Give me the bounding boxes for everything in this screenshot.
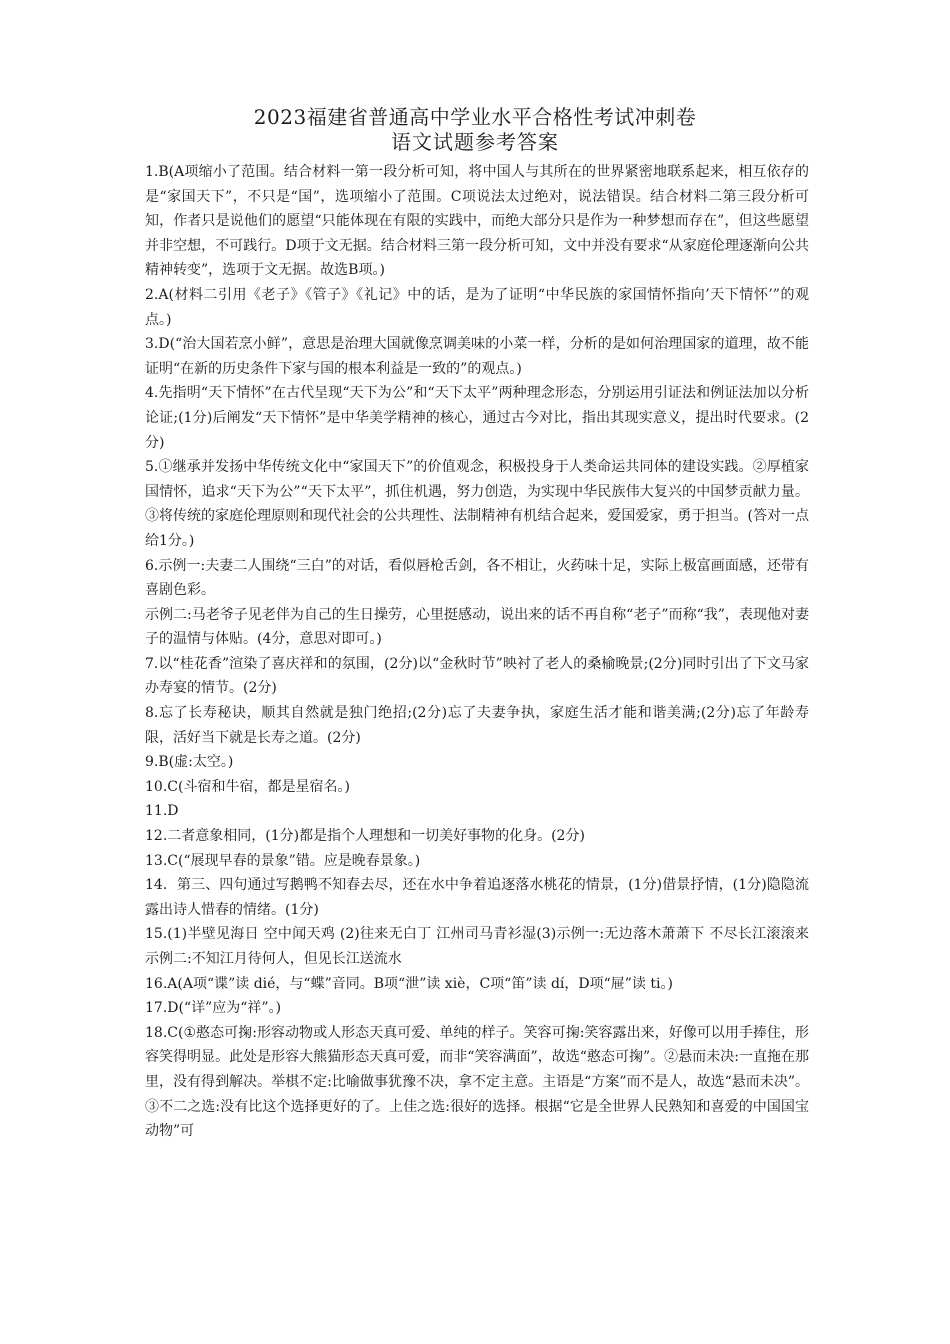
answer-paragraph: 17.D(“详”应为“祥”。): [145, 1000, 282, 1017]
document-title: 2023福建省普通高中学业水平合格性考试冲刺卷: [253, 105, 697, 129]
title-block: [0, 104, 950, 154]
answer-paragraph: 13.C(“展现早春的景象”错。应是晚春景象。): [145, 852, 421, 869]
answer-content: [145, 160, 809, 1144]
answer-paragraph: 示例二:马老爷子见老伴为自己的生日操劳，心里挺感动，说出来的话不再自称“老子”而称“我”，表现他对妻子的温情与体贴。(4分，意思对即可。): [145, 606, 809, 648]
answer-paragraph: 3.D(“治大国若烹小鲜”，意思是治理大国就像烹调美味的小菜一样，分析的是如何治理国家的道理，故不能证明“在新的历史条件下家与国的根本利益是一致的”的观点。): [145, 336, 809, 377]
answer-paragraph: 2.A(材料二引用《老子》《管子》《礼记》中的话，是为了证明“中华民族的家国情怀指向’天下情怀’”的观点。): [145, 286, 809, 328]
document-subtitle: 语文试题参考答案: [391, 130, 559, 154]
answer-paragraph: 8.忘了长寿秘诀，顺其自然就是独门绝招;(2分)忘了夫妻争执，家庭生活才能和谐美满;(2分)忘了年龄寿限，活好当下就是长寿之道。(2分): [145, 705, 809, 746]
answer-paragraph: 15.(1)半壁见海日 空中闻天鸡 (2)往来无白丁 江州司马青衫湿(3)示例一:无边落木萧萧下 不尽长江滚滚来 示例二:不知江月待何人，但见长江送流水: [145, 926, 809, 967]
answer-paragraph: 14．第三、四句通过写鹅鸭不知春去尽，还在水中争着追逐落水桃花的情景，(1分)借景抒情，(1分)隐隐流露出诗人惜春的情绪。(1分): [145, 877, 809, 918]
answer-paragraph: 16.A(A项“谍”读 dié，与“蝶”音同。B项“泄”读 xiè，C项“笛”读 dí，D项“屉”读 ti。): [145, 975, 673, 992]
answer-paragraph: 9.B(虚:太空。): [145, 754, 234, 771]
answer-paragraph: 10.C(斗宿和牛宿，都是星宿名。): [145, 778, 350, 795]
answer-paragraph: 1.B(A项缩小了范围。结合材料一第一段分析可知，将中国人与其所在的世界紧密地联系起来，相互依存的是“家国天下”，不只是“国”，选项缩小了范围。C项说法太过绝对，说法错误。结合材料二第三段分析可知，作者只是说他们的愿望“只能体现在有限的实践中，而绝大部分只是作为一种梦想而存在”，但这些愿望并非空想，不可践行。D项于文无据。结合材料三第一段分析可知，文中并没有要求“从家庭伦理逐渐向公共精神转变”，选项于文无据。故选B项。): [145, 164, 809, 279]
answer-paragraph: 11.D: [145, 803, 179, 820]
answer-paragraph: 12.二者意象相同，(1分)都是指个人理想和一切美好事物的化身。(2分): [145, 828, 585, 845]
answer-paragraph: 18.C(①憨态可掬:形容动物或人形态天真可爱、单纯的样子。笑容可掬:笑容露出来，好像可以用手捧住，形容笑得明显。此处是形容大熊猫形态天真可爱，而非“笑容满面”，故选“憨态可掬”。②悬而未决:一直拖在那里，没有得到解决。举棋不定:比喻做事犹豫不决，拿不定主意。主语是“方案”而不是人，故选“悬而未决”。③不二之选:没有比这个选择更好的了。上佳之选:很好的选择。根据“它是全世界人民熟知和喜爱的中国国宝动物”可: [145, 1024, 809, 1140]
answer-paragraph: 7.以“桂花香”渲染了喜庆祥和的氛围，(2分)以“金秋时节”映衬了老人的桑榆晚景;(2分)同时引出了下文马家办寿宴的情节。(2分): [145, 655, 809, 697]
answer-paragraph: 4.先指明“天下情怀”在古代呈现“天下为公”和“天下太平”两种理念形态，分别运用引证法和例证法加以分析论证;(1分)后阐发“天下情怀”是中华美学精神的核心，通过古今对比，指出其现实意义，提出时代要求。(2分): [145, 385, 809, 451]
answer-paragraph: 5.①继承并发扬中华传统文化中“家国天下”的价值观念，积极投身于人类命运共同体的建设实践。②厚植家国情怀，追求“天下为公”“天下太平”，抓住机遇，努力创造，为实现中华民族伟大复兴的中国梦贡献力量。③将传统的家庭伦理原则和现代社会的公共理性、法制精神有机结合起来，爱国爱家，勇于担当。(答对一点给1分。): [145, 459, 809, 549]
answer-paragraph: 6.示例一:夫妻二人围绕“三白”的对话，看似唇枪舌剑，各不相让，火药味十足，实际上极富画面感，还带有喜剧色彩。: [145, 557, 809, 599]
